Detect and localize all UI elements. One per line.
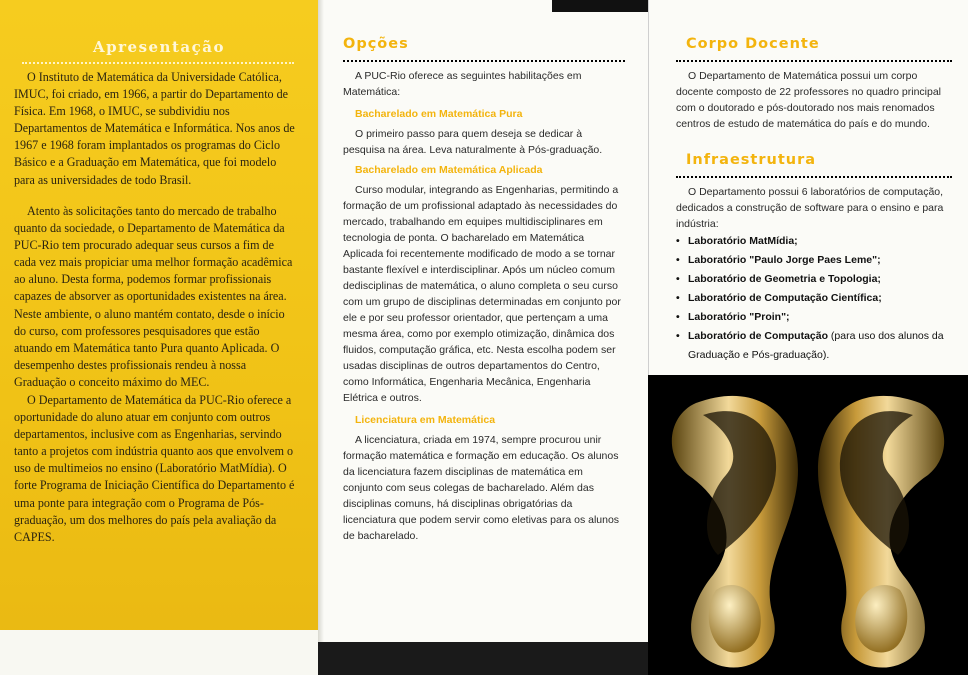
apresentacao-paragraph-2: Atento às solicitações tanto do mercado de trabalho quanto da sociedade, o Departamento de Matemática da PUC-Rio tem procurado adequar seus cursos a fim de cada vez mais propiciar uma melhor formação acadêmica ao aluno. Desta forma, podemos formar profissionais capazes de absorver as oportunidades existentes na área. Neste ambiente, o aluno mantém contato, desde o início do curso, com professores pesquisadores que estão atuando em Matemática tanto Pura quanto Aplicada. O desempenho destes profissionais rendeu à nossa Graduação o conceito máximo do MEC.	[14, 204, 293, 389]
apresentacao-paragraph-1: O Instituto de Matemática da Universidade Católica, IMUC, foi criado, em 1966, a partir do Departamento de Física. Em 1968, o IMUC, se subdividiu nos Departamentos de Matemática e Informática. Nos anos de 1967 e 1968 foram implantados os programas do Ciclo Básico e a Graduação em Matemática, que foi modelo para as universidades de todo Brasil.	[14, 70, 295, 187]
apresentacao-title: Apresentação	[93, 38, 225, 56]
licenciatura-text: A licenciatura, criada em 1974, sempre procurou unir formação matemática e formação em educação. Os alunos da licenciatura fazem disciplinas de matemática em conjunto com seus colegas de bacharelado. Além das disciplinas comuns, há disciplinas obrigatórias da licenciatura que podem servir como eletivas para os alunos de bacharelado.	[343, 434, 620, 542]
title-divider	[22, 62, 294, 64]
mobius-surfaces-illustration	[648, 375, 968, 675]
list-item: • Laboratório de Computação (para uso dos alunos da Graduação e Pós-graduação).	[676, 327, 956, 365]
infraestrutura-text: O Departamento possui 6 laboratórios de computação, dedicados a construção de software para o ensino e para indústria:	[676, 186, 944, 230]
list-item: • Laboratório de Geometria e Topologia;	[676, 270, 956, 289]
fold-shadow	[318, 0, 324, 675]
opcoes-divider	[343, 60, 625, 62]
aplicada-text: Curso modular, integrando as Engenharias, permitindo a formação de um profissional adaptado às necessidades do mercado, trabalhando em equipes multidisciplinares em tecnologia de ponta. O bacharelado em Matemática Aplicada foi recentemente modificado de modo a se tornar bastante flexível e interdisciplinar. Após um núcleo comum dedisciplinas de matemática, o aluno completa o seu curso com um grupo de disciplinas determinadas em conjunto por ele e por seu professor orientador, que pertençam a uma mesma área, como por exemplo otimização, dinâmica dos fluidos, computação gráfica, etc. Nesta escolha podem ser usadas disciplinas de outros departamentos do Centro, como Informática, Engenharia Mecânica, Engenharia Elétrica e outros.	[343, 184, 621, 404]
labs-list	[676, 232, 956, 365]
surface-image	[648, 375, 968, 675]
infraestrutura-title: Infraestrutura	[686, 152, 817, 168]
list-item: • Laboratório de Computação Científica;	[676, 289, 956, 308]
left-bottom-strip	[0, 630, 318, 675]
licenciatura-heading: Licenciatura em Matemática	[355, 414, 496, 426]
opcoes-intro: A PUC-Rio oferece as seguintes habilitações em Matemática:	[343, 70, 582, 98]
list-item: • Laboratório MatMídia;	[676, 232, 956, 251]
opcoes-title: Opções	[343, 36, 409, 52]
bottom-shadow	[318, 642, 648, 675]
aplicada-heading: Bacharelado em Matemática Aplicada	[355, 164, 543, 176]
corpo-docente-divider	[676, 60, 952, 62]
list-item: • Laboratório "Proin";	[676, 308, 956, 327]
pura-text: O primeiro passo para quem deseja se dedicar à pesquisa na área. Leva naturalmente à Pós-graduação.	[343, 128, 603, 156]
infraestrutura-divider	[676, 176, 952, 178]
list-item: • Laboratório "Paulo Jorge Paes Leme";	[676, 251, 956, 270]
corpo-docente-title: Corpo Docente	[686, 36, 820, 52]
corner-shadow	[552, 0, 648, 12]
apresentacao-paragraph-3: O Departamento de Matemática da PUC-Rio oferece a oportunidade do aluno atuar em conjunto com outros departamentos, inclusive com as Engenharias, servindo tanto a projetos com indústria quanto aos que envolvem o uso de multimeios no ensino (Laboratório MatMídia). O forte Programa de Iniciação Científica do Departamento é uma ponte para integração com o Programa de Pós-graduação, um dos melhores do país pela avaliação da CAPES.	[14, 393, 295, 544]
pura-heading: Bacharelado em Matemática Pura	[355, 108, 523, 120]
corpo-docente-text: O Departamento de Matemática possui um corpo docente composto de 22 professores no quadro principal com o doutorado e pós-doutorado nos mais renomados centros de estudo de matemática do país e do mundo.	[676, 70, 942, 130]
